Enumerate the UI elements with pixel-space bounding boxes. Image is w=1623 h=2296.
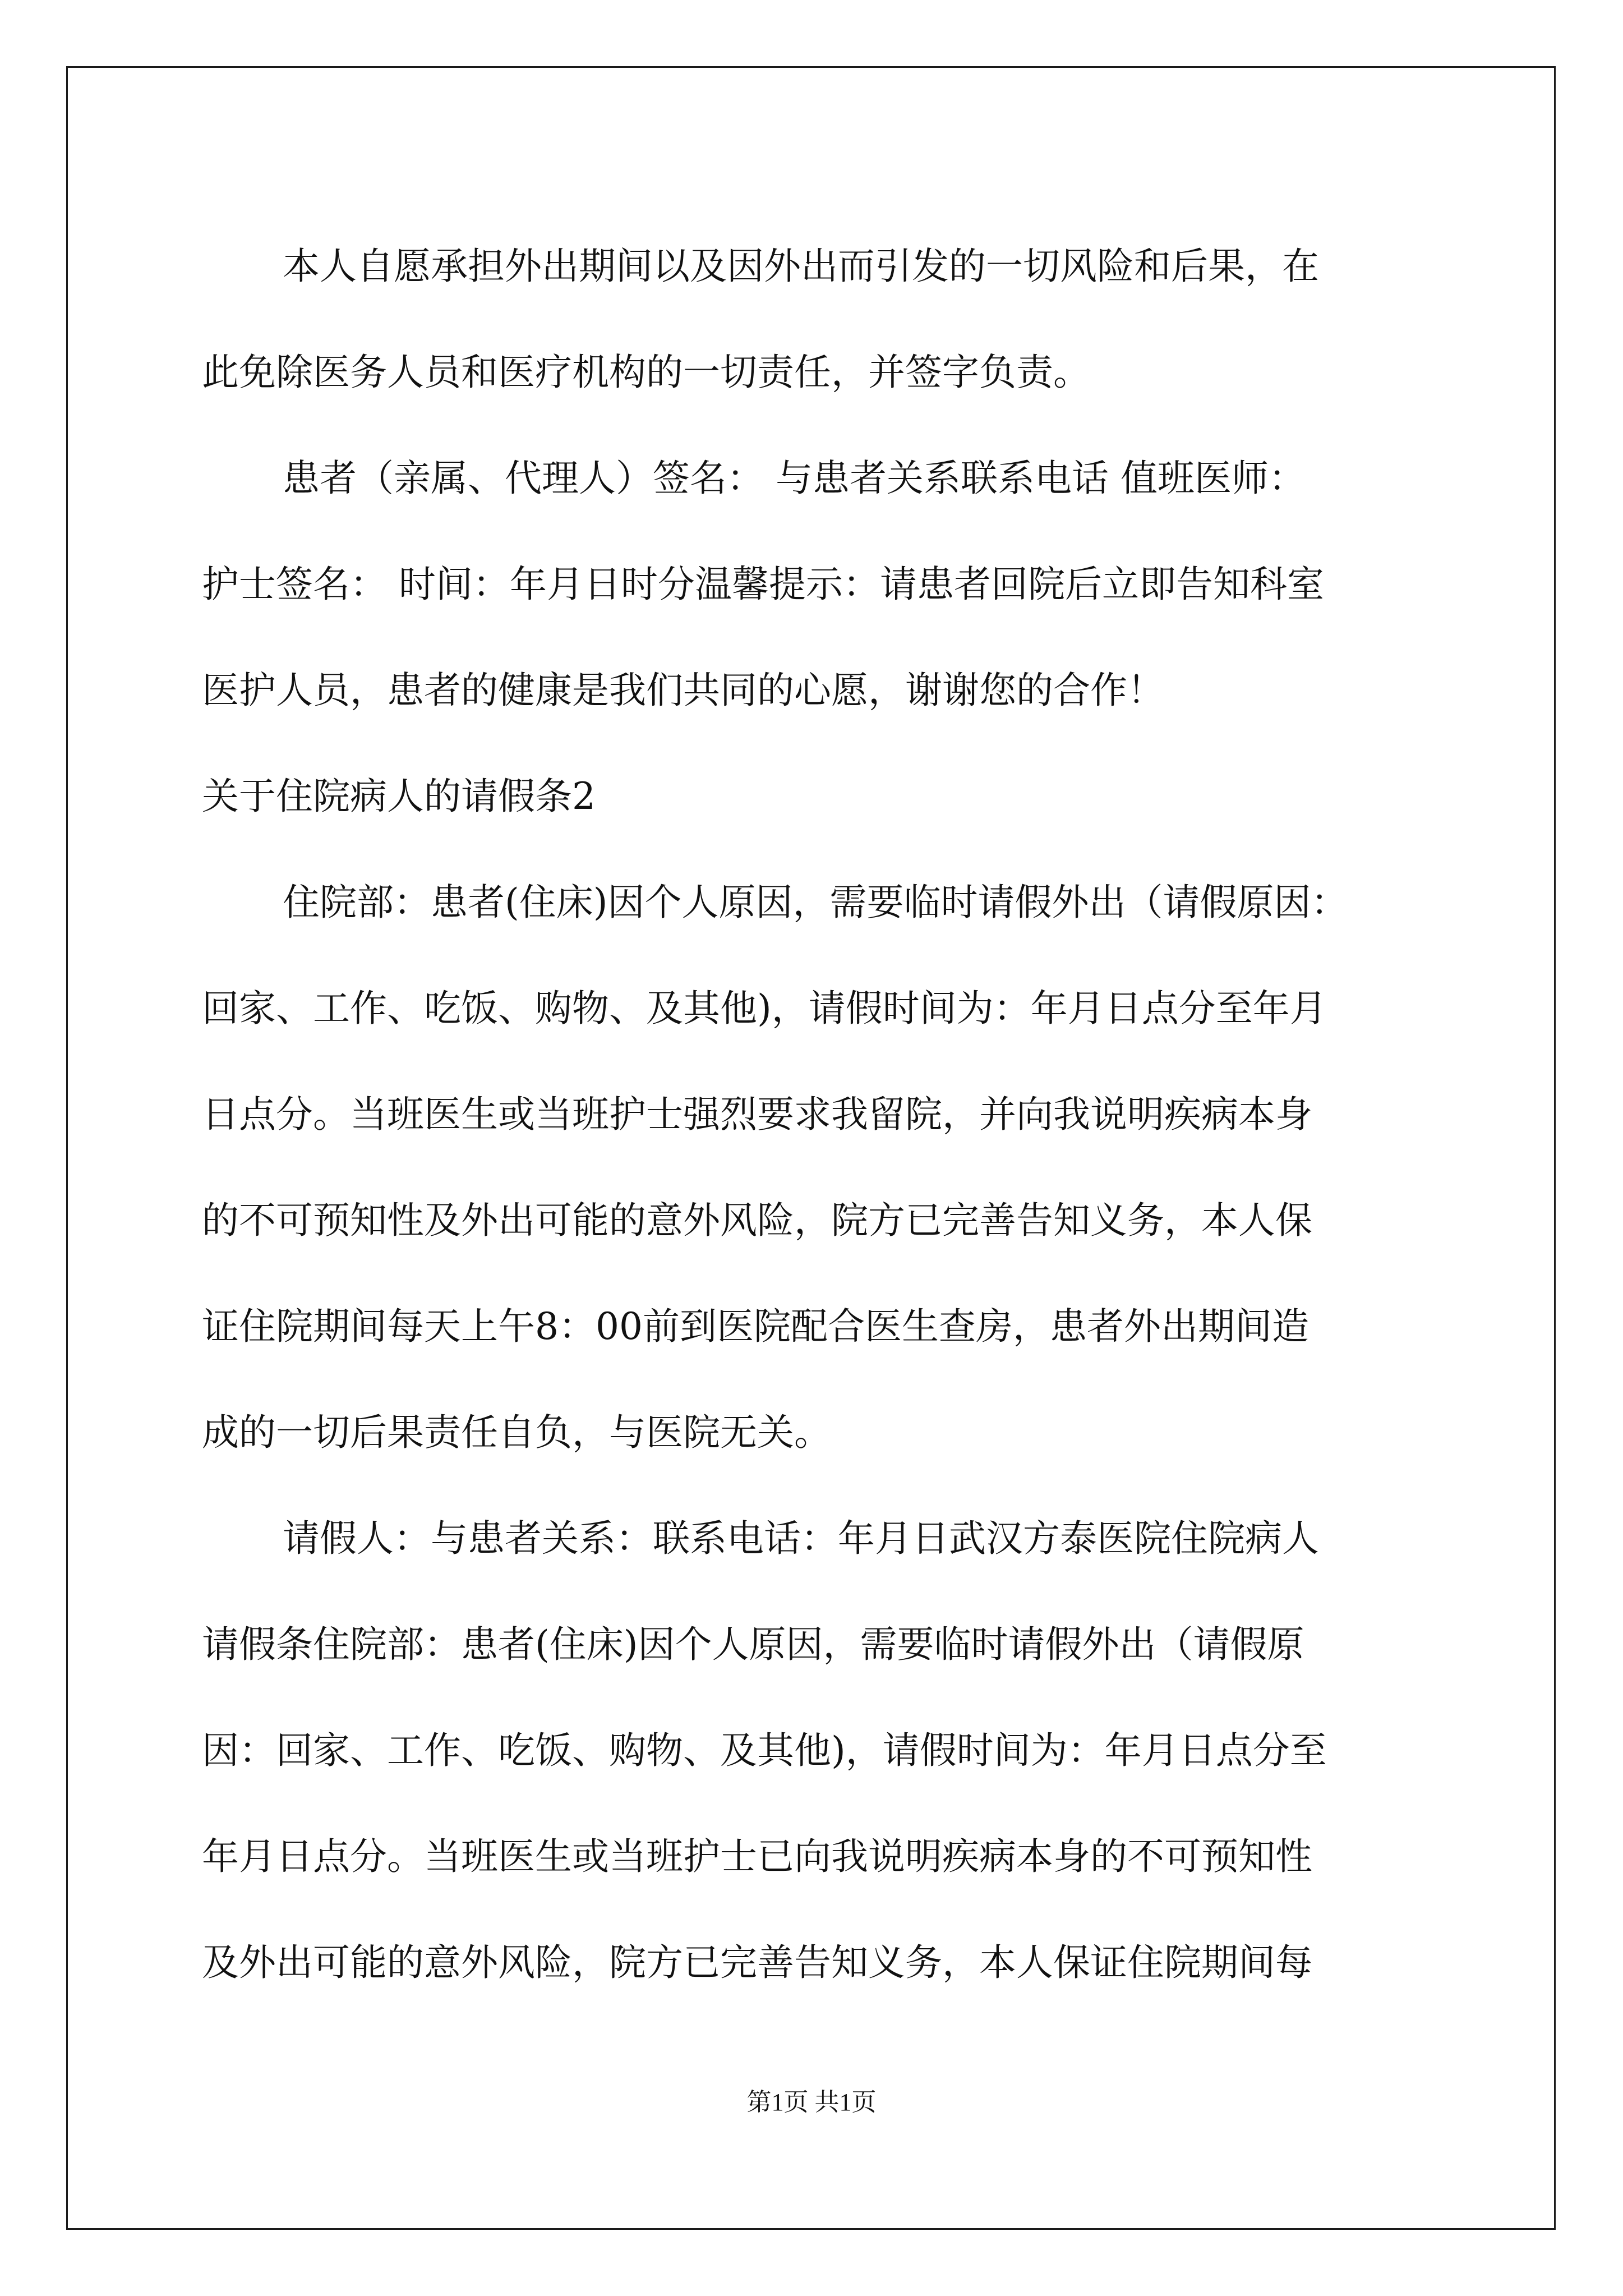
paragraph-line: 此免除医务人员和医疗机构的一切责任，并签字负责。	[202, 351, 1090, 394]
paragraph-line: 护士签名： 时间：年月日时分温馨提示：请患者回院后立即告知科室	[202, 563, 1324, 606]
paragraph-line: 住院部：患者(住床)因个人原因，需要临时请假外出（请假原因：	[283, 881, 1348, 924]
paragraph-line: 回家、工作、吃饭、购物、及其他)，请假时间为：年月日点分至年月	[202, 987, 1327, 1030]
document-body	[202, 213, 1430, 2016]
paragraph-line: 成的一切后果责任自负，与医院无关。	[202, 1411, 831, 1454]
paragraph-line: 请假人：与患者关系：联系电话：年月日武汉方泰医院住院病人	[283, 1517, 1319, 1560]
paragraph-line: 请假条住院部：患者(住床)因个人原因，需要临时请假外出（请假原	[202, 1623, 1304, 1666]
section-heading: 关于住院病人的请假条2	[202, 775, 596, 818]
paragraph-line: 年月日点分。当班医生或当班护士已向我说明疾病本身的不可预知性	[202, 1835, 1312, 1878]
paragraph-line: 的不可预知性及外出可能的意外风险，院方已完善告知义务，本人保	[202, 1199, 1312, 1242]
paragraph-line: 日点分。当班医生或当班护士强烈要求我留院，并向我说明疾病本身	[202, 1093, 1312, 1136]
paragraph-line: 医护人员，患者的健康是我们共同的心愿，谢谢您的合作！	[202, 669, 1164, 712]
paragraph-line: 患者（亲属、代理人）签名： 与患者关系联系电话 值班医师：	[283, 457, 1306, 500]
paragraph-line: 因：回家、工作、吃饭、购物、及其他)，请假时间为：年月日点分至	[202, 1729, 1327, 1772]
page-footer: 第1页 共1页	[746, 2088, 877, 2116]
paragraph-line: 本人自愿承担外出期间以及因外出而引发的一切风险和后果，在	[283, 245, 1319, 288]
paragraph-line: 及外出可能的意外风险，院方已完善告知义务，本人保证住院期间每	[202, 1941, 1312, 1984]
paragraph-line: 证住院期间每天上午8：00前到医院配合医生查房，患者外出期间造	[202, 1305, 1309, 1348]
